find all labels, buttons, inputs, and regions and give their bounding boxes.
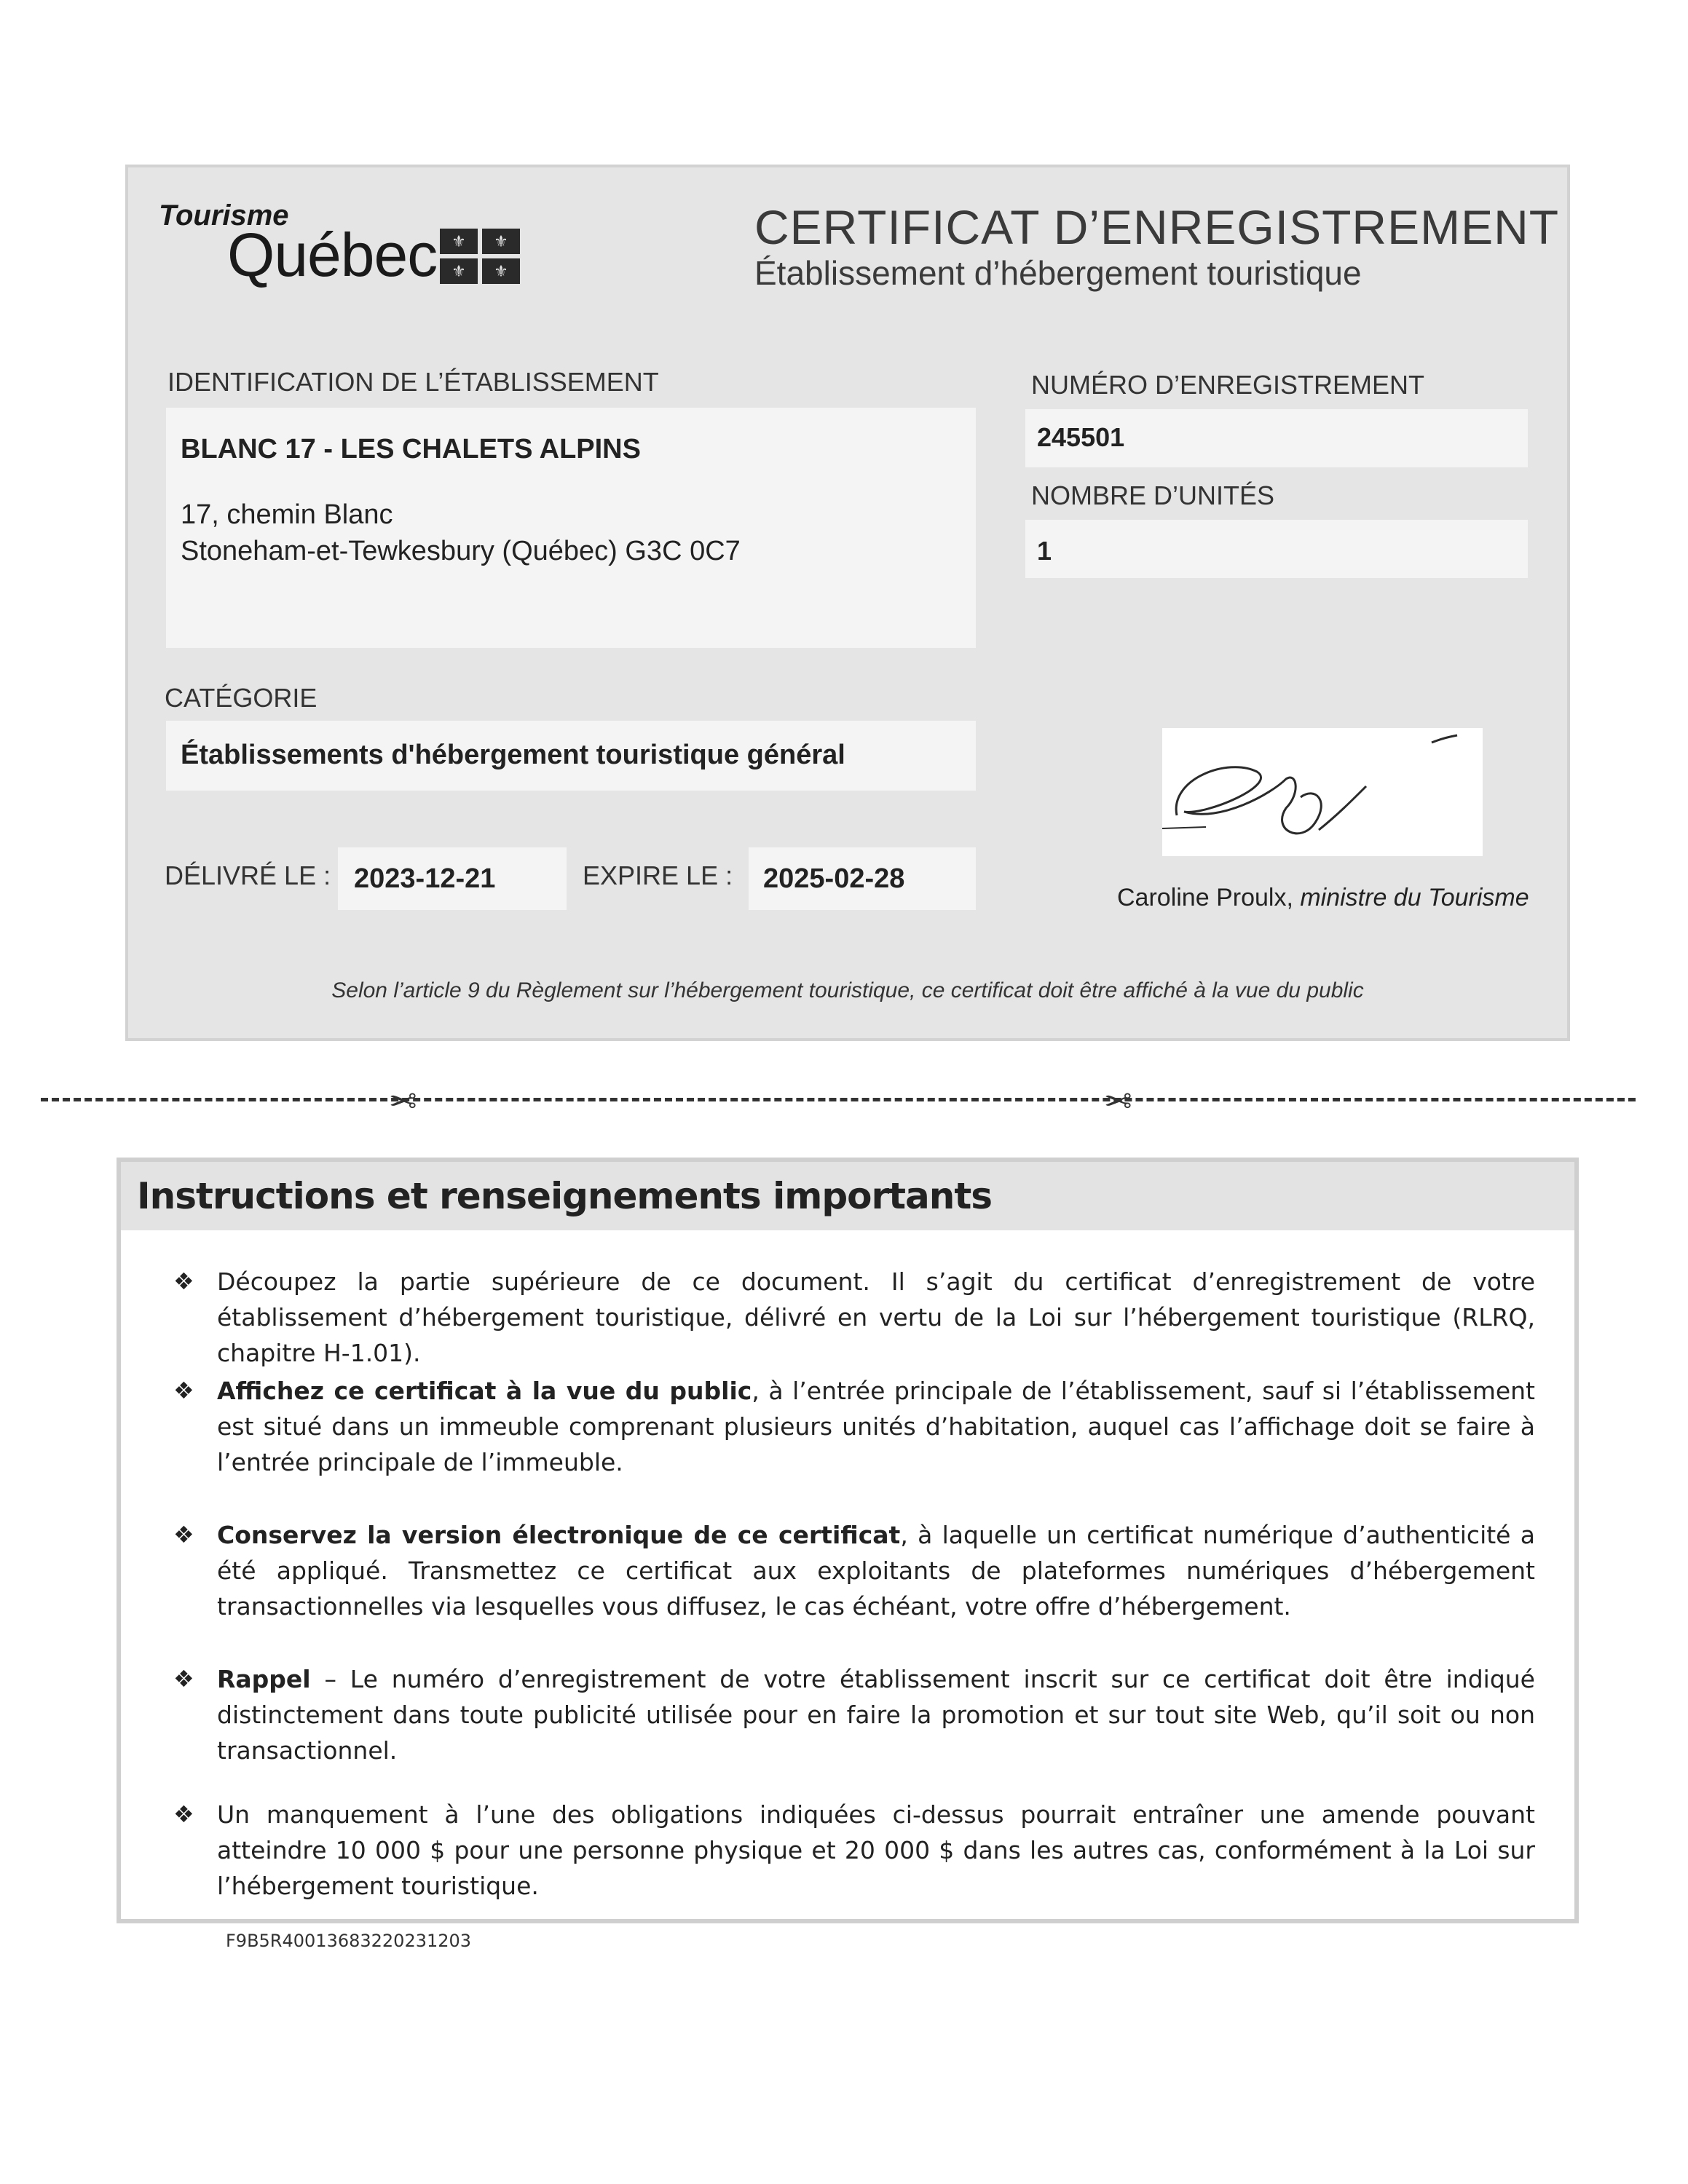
expires-box (749, 847, 976, 910)
logo-quebec-text: Québec (227, 221, 438, 289)
instruction-item: ❖ Conservez la version électronique de ce certificat, à laquelle un certificat numérique d’authenticité a été appliqué. Transmettez ce certificat aux exploitants de plateformes numériques d’hébergement transactionnelles via lesquelles vous diffusez, le cas échéant, votre offre d’hébergement. (217, 1517, 1535, 1624)
issued-date: 2023-12-21 (354, 863, 496, 894)
certificate-subtitle: Établissement d’hébergement touristique (754, 254, 1362, 292)
registration-number-box (1025, 409, 1528, 467)
scissors-icon: ✂ (1104, 1081, 1132, 1119)
registration-number-label: NUMÉRO D’ENREGISTREMENT (1031, 370, 1425, 400)
signatory-name: Caroline Proulx, (1117, 884, 1293, 911)
instructions-panel (117, 1158, 1579, 1923)
instruction-item: ❖ Rappel – Le numéro d’enregistrement de votre établissement inscrit sur ce certificat doit être indiqué distinctement dans toute publicité utilisée pour en faire la promotion et sur tout site Web, qu’il soit ou non transactionnel. (217, 1661, 1535, 1768)
quebec-flag-icon: ⚜ ⚜ ⚜ ⚜ (440, 229, 520, 284)
expires-label: EXPIRE LE : (583, 860, 733, 890)
units-label: NOMBRE D’UNITÉS (1031, 480, 1275, 510)
category-box (166, 721, 976, 791)
instruction-item: ❖ Affichez ce certificat à la vue du public, à l’entrée principale de l’établissement, sauf si l’établissement est situé dans un immeuble comprenant plusieurs unités d’habitation, auquel cas l’affichage doit se faire à l’entrée principale de l’immeuble. (217, 1373, 1535, 1480)
issued-label: DÉLIVRÉ LE : (165, 860, 331, 890)
expires-date: 2025-02-28 (763, 863, 905, 894)
document-code: F9B5R40013683220231203 (226, 1931, 472, 1951)
instruction-item: ❖ Un manquement à l’une des obligations indiquées ci-dessus pourrait entraîner une amende pouvant atteindre 10 000 $ pour une personne physique et 20 000 $ dans les autres cas, conformément à la Loi sur l’hébergement touristique. (217, 1797, 1535, 1904)
scissors-icon: ✂ (389, 1081, 417, 1119)
cut-line (41, 1098, 1636, 1101)
category-label: CATÉGORIE (165, 683, 318, 713)
diamond-bullet-icon: ❖ (173, 1377, 194, 1404)
identification-box (166, 408, 976, 648)
logo-tourisme-text: Tourisme (159, 199, 289, 232)
units-box (1025, 520, 1528, 578)
signatory-line (1117, 884, 1529, 912)
diamond-bullet-icon: ❖ (173, 1665, 194, 1693)
diamond-bullet-icon: ❖ (173, 1267, 194, 1295)
display-notice: Selon l’article 9 du Règlement sur l’hébergement touristique, ce certificat doit être affiché à la vue du public (331, 978, 1364, 1002)
registration-number: 245501 (1037, 422, 1125, 452)
diamond-bullet-icon: ❖ (173, 1521, 194, 1548)
instruction-item: ❖ Découpez la partie supérieure de ce document. Il s’agit du certificat d’enregistrement de votre établissement d’hébergement touristique, délivré en vertu de la Loi sur l’hébergement touristique (RLRQ, chapitre H-1.01). (217, 1264, 1535, 1371)
address-line-1: 17, chemin Blanc (181, 499, 393, 530)
signature-image (1162, 728, 1483, 856)
category-value: Établissements d'hébergement touristique général (181, 740, 845, 770)
address-line-2: Stoneham-et-Tewkesbury (Québec) G3C 0C7 (181, 536, 741, 566)
identification-label: IDENTIFICATION DE L’ÉTABLISSEMENT (167, 367, 659, 397)
instructions-title: Instructions et renseignements importants (137, 1175, 993, 1217)
diamond-bullet-icon: ❖ (173, 1800, 194, 1828)
certificate-title: CERTIFICAT D’ENREGISTREMENT (754, 200, 1560, 254)
instructions-header (121, 1162, 1574, 1230)
units-count: 1 (1037, 536, 1052, 566)
issued-box (338, 847, 567, 910)
certificate-panel (125, 165, 1570, 1041)
establishment-name: BLANC 17 - LES CHALETS ALPINS (181, 434, 641, 464)
signatory-title: ministre du Tourisme (1300, 884, 1529, 911)
